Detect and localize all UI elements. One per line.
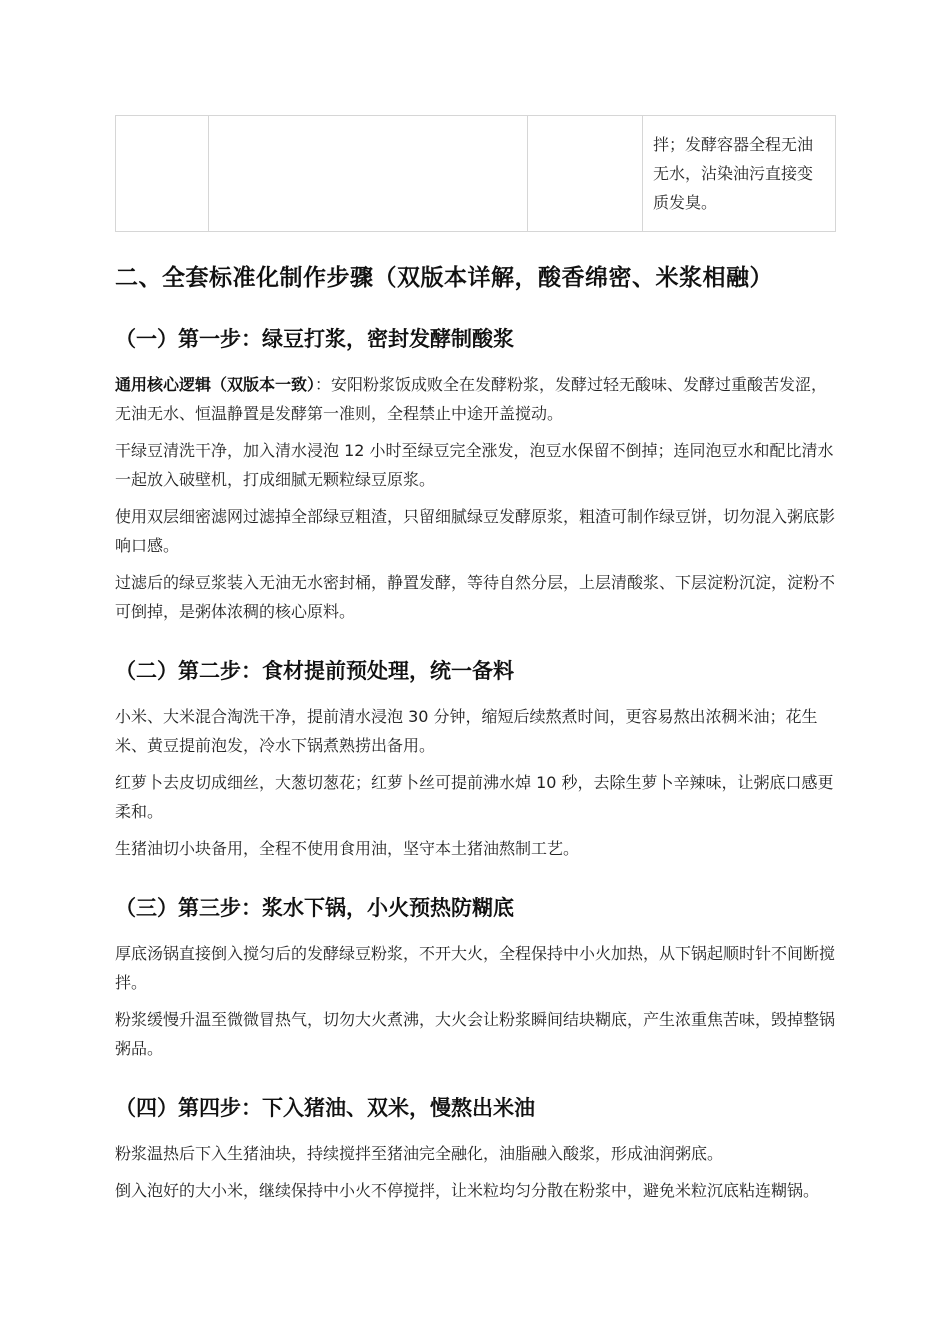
lead-paragraph [115, 370, 835, 428]
paragraph: 使用双层细密滤网过滤掉全部绿豆粗渣，只留细腻绿豆发酵原浆，粗渣可制作绿豆饼，切勿混入粥底影响口感。 [115, 507, 836, 555]
paragraph: 红萝卜去皮切成细丝，大葱切葱花；红萝卜丝可提前沸水焯 10 秒，去除生萝卜辛辣味，让粥底口感更柔和。 [115, 773, 834, 821]
paragraph: 倒入泡好的大小米，继续保持中小火不停搅拌，让米粒均匀分散在粉浆中，避免米粒沉底粘连糊锅。 [115, 1181, 820, 1200]
paragraph: 厚底汤锅直接倒入搅匀后的发酵绿豆粉浆，不开大火，全程保持中小火加热，从下锅起顺时针不间断搅拌。 [115, 944, 836, 992]
paragraph: 粉浆缓慢升温至微微冒热气，切勿大火煮沸，大火会让粉浆瞬间结块糊底，产生浓重焦苦味，毁掉整锅粥品。 [115, 1010, 836, 1058]
paragraph: 过滤后的绿豆浆装入无油无水密封桶，静置发酵，等待自然分层，上层清酸浆、下层淀粉沉淀，淀粉不可倒掉，是粥体浓稠的核心原料。 [115, 573, 836, 621]
section-heading: 二、全套标准化制作步骤（双版本详解，酸香绵密、米浆相融） [115, 265, 773, 291]
continued-table [115, 115, 836, 232]
step-heading: （一）第一步：绿豆打浆，密封发酵制酸浆 [115, 327, 514, 351]
paragraph: 粉浆温热后下入生猪油块，持续搅拌至猪油完全融化，油脂融入酸浆，形成油润粥底。 [115, 1144, 724, 1163]
document-page [115, 115, 835, 1213]
table-cell: 拌；发酵容器全程无油无水，沾染油污直接变质发臭。 [643, 116, 836, 232]
step-heading: （三）第三步：浆水下锅，小火预热防糊底 [115, 896, 514, 920]
table-cell [116, 116, 209, 232]
table-cell [528, 116, 643, 232]
table-row [116, 116, 836, 232]
lead-bold: 通用核心逻辑（双版本一致） [115, 375, 316, 394]
table-cell [209, 116, 528, 232]
paragraph: 干绿豆清洗干净，加入清水浸泡 12 小时至绿豆完全涨发，泡豆水保留不倒掉；连同泡豆水和配比清水一起放入破壁机，打成细腻无颗粒绿豆原浆。 [115, 441, 834, 489]
step-heading: （二）第二步：食材提前预处理，统一备料 [115, 659, 514, 683]
step-heading: （四）第四步：下入猪油、双米，慢熬出米油 [115, 1096, 535, 1120]
lead-text: ：安阳粉浆饭成败全在发酵粉浆，发酵过轻无酸味、发酵过重酸苦发涩，无油无水、恒温静置是发酵第一准则，全程禁止中途开盖搅动。 [115, 375, 828, 423]
paragraph: 小米、大米混合淘洗干净，提前清水浸泡 30 分钟，缩短后续熬煮时间，更容易熬出浓稠米油；花生米、黄豆提前泡发，冷水下锅煮熟捞出备用。 [115, 707, 818, 755]
paragraph: 生猪油切小块备用，全程不使用食用油，坚守本土猪油熬制工艺。 [115, 839, 580, 858]
